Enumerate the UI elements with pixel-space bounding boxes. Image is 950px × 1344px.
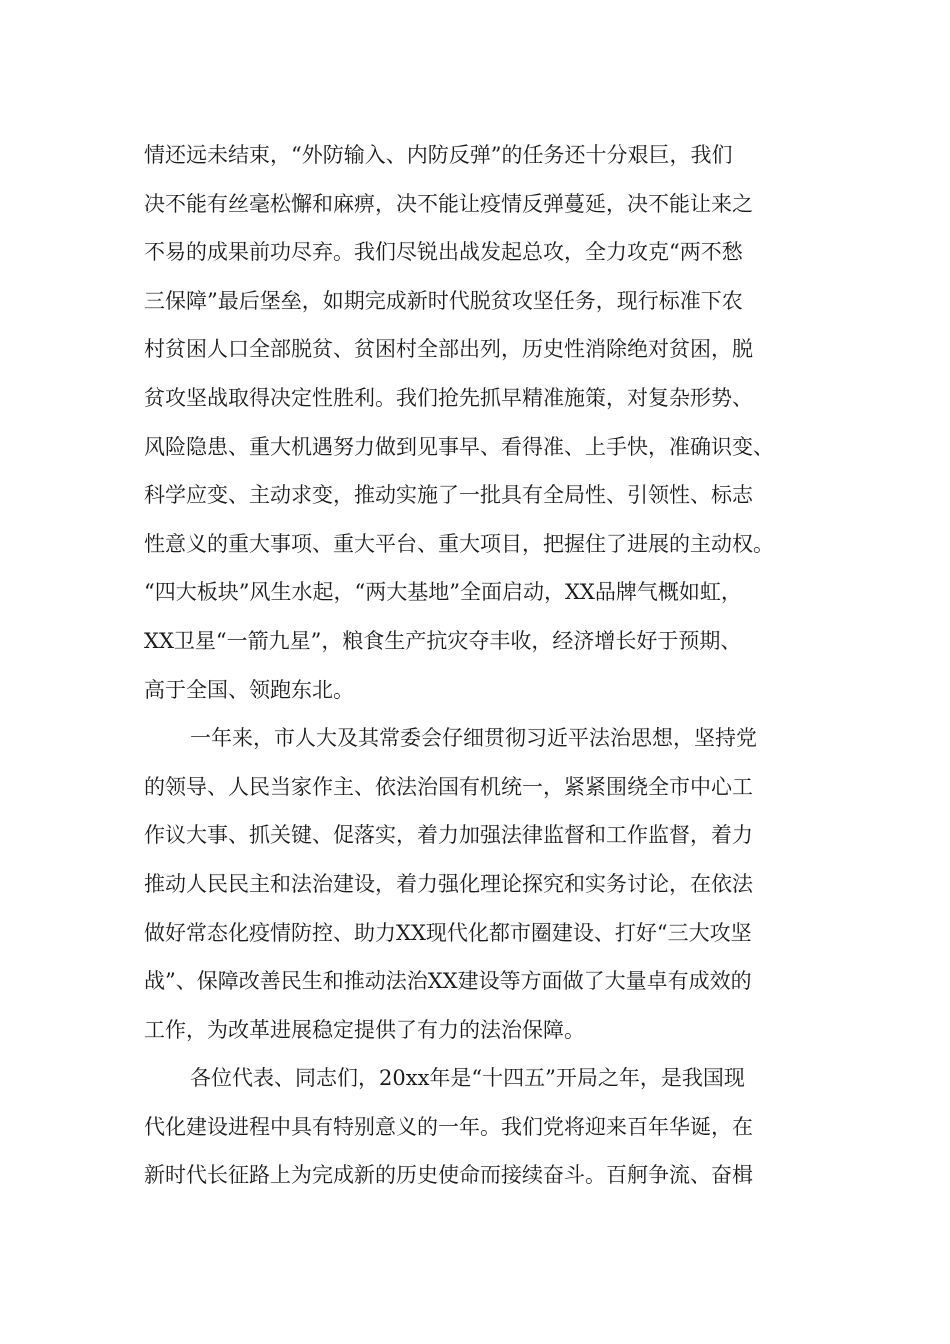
text-line: 风险隐患、重大机遇努力做到见事早、看得准、上手快，准确识变、 — [144, 434, 774, 459]
text-line: 战”、保障改善民生和推动法治XX建设等方面做了大量卓有成效的 — [144, 969, 752, 994]
text-line: 性意义的重大事项、重大平台、重大项目，把握住了进展的主动权。 — [144, 531, 774, 556]
text-line: 三保障”最后堡垒，如期完成新时代脱贫攻坚任务，现行标准下农 — [144, 288, 743, 313]
document-body — [144, 131, 844, 1200]
text-line: 做好常态化疫情防控、助力XX现代化都市圈建设、打好“三大攻坚 — [144, 920, 752, 945]
text-line: 村贫困人口全部脱贫、贫困村全部出列，历史性消除绝对贫困，脱 — [144, 337, 753, 362]
text-line: 贫攻坚战取得决定性胜利。我们抢先抓早精准施策，对复杂形势、 — [144, 385, 753, 410]
text-line: 代化建设进程中具有特别意义的一年。我们党将迎来百年华诞，在 — [144, 1114, 753, 1139]
paragraph-first-line: 各位代表、同志们，20xx年是“十四五”开局之年，是我国现 — [190, 1066, 745, 1091]
paragraph-first-line: 一年来，市人大及其常委会仔细贯彻习近平法治思想，坚持党 — [190, 726, 757, 751]
text-line: 不易的成果前功尽弃。我们尽锐出战发起总攻，全力攻克“两不愁 — [144, 240, 743, 265]
text-line: 工作，为改革进展稳定提供了有力的法治保障。 — [144, 1017, 585, 1042]
text-line: 情还远未结束，“外防输入、内防反弹”的任务还十分艰巨，我们 — [144, 143, 733, 167]
text-line: 作议大事、抓关键、促落实，着力加强法律监督和工作监督，着力 — [144, 823, 753, 848]
text-line: 高于全国、领跑东北。 — [144, 677, 354, 702]
text-line: “四大板块”风生水起，“两大基地”全面启动，XX品牌气概如虹， — [144, 580, 742, 605]
text-line: 的领导、人民当家作主、依法治国有机统一，紧紧围绕全市中心工 — [144, 774, 753, 799]
text-line: XX卫星“一箭九星”，粮食生产抗灾夺丰收，经济增长好于预期、 — [144, 628, 742, 653]
text-line: 科学应变、主动求变，推动实施了一批具有全局性、引领性、标志 — [144, 483, 753, 508]
text-line: 新时代长征路上为完成新的历史使命而接续奋斗。百舸争流、奋楫 — [144, 1163, 753, 1188]
text-line: 推动人民民主和法治建设，着力强化理论探究和实务讨论，在依法 — [144, 871, 753, 896]
text-line: 决不能有丝毫松懈和麻痹，决不能让疫情反弹蔓延，决不能让来之 — [144, 191, 753, 216]
